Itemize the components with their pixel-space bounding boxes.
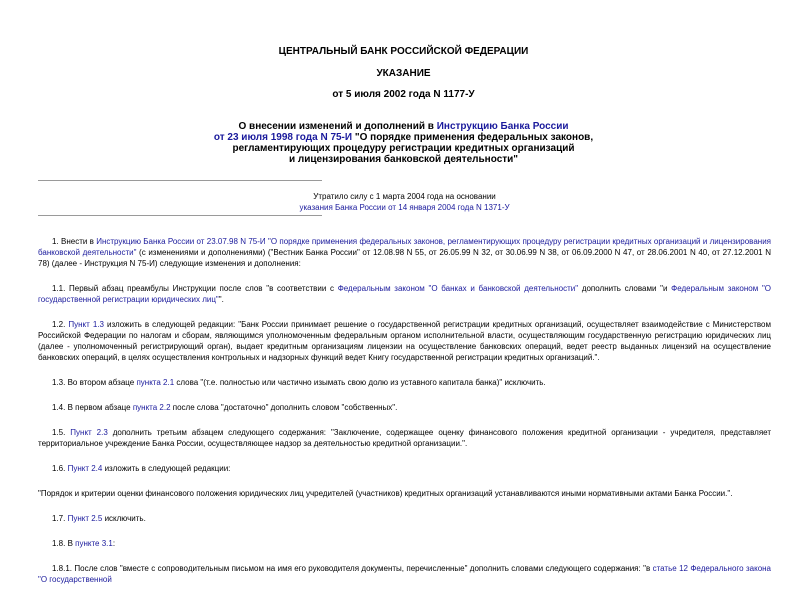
paragraph-1: 1. Внести в Инструкцию Банка России от 23.07.98 N 75-И "О порядке применения федеральных законов, регламентирующих процедуру регистрации кредитных организаций и лицензирования банковской деятельности" (с изменениями и дополнениями) ("Вестник Банка России" от 12.08.98 N 55, от 26.05.99 N 32, от 30.06.99 N 38, от 06.09.2000 N 47, от 28.06.2001 N 40, от 27.12.2001 N 78) (далее - Инструкция N 75-И) следующие изменения и дополнения: <box>38 237 771 268</box>
instruction-date-link[interactable]: от 23 июля 1998 года N 75-И <box>213 132 353 143</box>
clause-2-5-link[interactable]: Пункт 2.5 <box>67 514 103 523</box>
clause-1-3-link[interactable]: Пункт 1.3 <box>68 320 104 329</box>
article-12-link[interactable]: статье 12 Федерального закона "О государственной <box>38 564 772 584</box>
clause-3-1-link[interactable]: пункте 3.1 <box>75 539 113 548</box>
document-date-number: от 5 июля 2002 года N 1177-У <box>332 89 475 100</box>
instruction-75i-link[interactable]: Инструкцию Банка России от 23.07.98 N 75-И "О порядке применения федеральных законов, регламентирующих процедуру регистрации кредитных организаций и лицензирования банковской деятельности" <box>38 237 771 257</box>
issuer-heading: ЦЕНТРАЛЬНЫЙ БАНК РОССИЙСКОЙ ФЕДЕРАЦИИ <box>278 46 529 57</box>
title-line-3: регламентирующих процедуру регистрации кредитных организаций <box>232 143 575 154</box>
paragraph-1-6-quote: "Порядок и критерии оценки финансового положения юридических лиц учредителей (участников) кредитных организаций устанавливаются иными нормативными актами Банка России.". <box>38 489 733 498</box>
paragraph-1-6: 1.6. Пункт 2.4 изложить в следующей редакции: <box>52 464 231 473</box>
clause-2-3-link[interactable]: Пункт 2.3 <box>70 428 108 437</box>
paragraph-1-8-1: 1.8.1. После слов "вместе с сопроводительным письмом на имя его руководителя документы, перечисленные" дополнить словами следующего содержания: "в статье 12 Федерального закона "О государственной <box>38 564 772 584</box>
paragraph-1-2: 1.2. Пункт 1.3 изложить в следующей редакции: "Банк России принимает решение о государственной регистрации кредитных организаций, осуществляет взаимодействие с Министерством Российской Федерации по налогам и сборам, являющимся уполномоченным федеральным органом исполнительной власти, осуществляющим государственную регистрацию юридических лиц (далее - уполномоченный регистрирующий орган), выдает кредитным организациям лицензии на осуществление банковских операций, ведет реестр выданных лицензий на осуществление банковских операций, в целях осуществления контрольных и надзорных функций ведет Книгу государственной регистрации кредитных организаций.". <box>38 320 771 362</box>
instruction-link[interactable]: Инструкцию Банка России <box>436 121 569 132</box>
document-body <box>38 236 771 599</box>
clause-2-2-link[interactable]: пункта 2.2 <box>132 403 171 412</box>
paragraph-1-8: 1.8. В пункте 3.1: <box>52 539 116 548</box>
validity-note-text: Утратило силу с 1 марта 2004 года на основании <box>313 192 496 201</box>
registration-law-link[interactable]: Федеральным законом "О государственной регистрации юридических лиц" <box>38 284 772 304</box>
title-line-4: и лицензирования банковской деятельности" <box>288 154 519 165</box>
banking-law-link[interactable]: Федеральным законом "О банках и банковской деятельности" <box>337 284 579 293</box>
repeal-directive-link[interactable]: указания Банка России от 14 января 2004 года N 1371-У <box>299 203 510 212</box>
title-line-2: от 23 июля 1998 года N 75-И "О порядке применения федеральных законов, <box>213 132 594 143</box>
title-line-1: О внесении изменений и дополнений в Инструкцию Банка России <box>238 121 569 132</box>
paragraph-1-5: 1.5. Пункт 2.3 дополнить третьим абзацем следующего содержания: "Заключение, содержащее оценку финансового положения кредитной организации - учредителя, представляет территориальное учреждение Банка России, осуществляющее надзор за деятельностью кредитной организации.". <box>38 428 772 448</box>
paragraph-1-1: 1.1. Первый абзац преамбулы Инструкции после слов "в соответствии с Федеральным законом "О банках и банковской деятельности" дополнить словами "и Федеральным законом "О государственной регистрации юридических лиц"". <box>38 284 772 304</box>
clause-2-1-link[interactable]: пункта 2.1 <box>136 378 175 387</box>
paragraph-1-3: 1.3. Во втором абзаце пункта 2.1 слова "(т.е. полностью или частично изымать свою долю из уставного капитала банка)" исключить. <box>52 378 546 387</box>
clause-2-4-link[interactable]: Пункт 2.4 <box>67 464 103 473</box>
document-type-heading: УКАЗАНИЕ <box>376 68 431 79</box>
document-title <box>0 121 807 165</box>
divider-bottom <box>38 215 322 216</box>
paragraph-1-4: 1.4. В первом абзаце пункта 2.2 после слова "достаточно" дополнить словом "собственных". <box>52 403 398 412</box>
paragraph-1-7: 1.7. Пункт 2.5 исключить. <box>52 514 146 523</box>
validity-note <box>38 191 771 213</box>
divider-top <box>38 180 322 181</box>
